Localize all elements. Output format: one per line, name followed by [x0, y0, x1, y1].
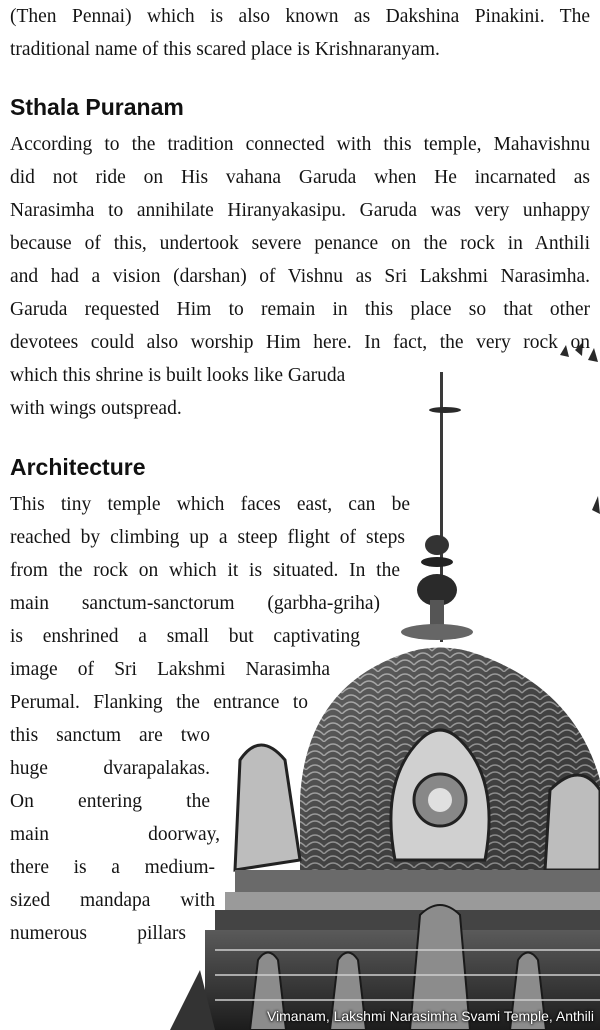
architecture-line: there is a medium- [10, 857, 215, 878]
architecture-line: sized mandapa with [10, 890, 215, 911]
section-heading-architecture: Architecture [10, 454, 146, 480]
sthala-line: and had a vision (darshan) of Vishnu as Sri Lakshmi Narasimha. [10, 266, 590, 287]
sthala-line: with wings outspread. [10, 398, 182, 419]
architecture-line: huge dvarapalakas. [10, 758, 210, 779]
architecture-line: main sanctum-sanctorum (garbha-griha) [10, 593, 380, 614]
architecture-line: is enshrined a small but captivating [10, 626, 360, 647]
section-heading-sthala-puranam: Sthala Puranam [10, 94, 184, 120]
sthala-line: did not ride on His vahana Garuda when He incarnated as [10, 167, 590, 188]
intro-line: (Then Pennai) which is also known as Dakshina Pinakini. The [10, 6, 590, 27]
architecture-line: On entering the [10, 791, 210, 812]
sthala-line: Garuda requested Him to remain in this place so that other [10, 299, 590, 320]
sthala-line: which this shrine is built looks like Garuda [10, 365, 346, 386]
architecture-line: this sanctum are two [10, 725, 210, 746]
sthala-line: Narasimha to annihilate Hiranyakasipu. Garuda was very unhappy [10, 200, 590, 221]
architecture-line: Perumal. Flanking the entrance to [10, 692, 308, 713]
sthala-line: because of this, undertook severe penance on the rock in Anthili [10, 233, 590, 254]
architecture-line: This tiny temple which faces east, can be [10, 494, 410, 515]
architecture-line: numerous pillars [10, 923, 186, 944]
sthala-line: According to the tradition connected with this temple, Mahavishnu [10, 134, 590, 155]
sthala-line: devotees could also worship Him here. In fact, the very rock on [10, 332, 590, 353]
architecture-line: main doorway, [10, 824, 220, 845]
photo-caption: Vimanam, Lakshmi Narasimha Svami Temple, Anthili [266, 1008, 594, 1024]
intro-line: traditional name of this scared place is Krishnaranyam. [10, 39, 440, 60]
architecture-line: image of Sri Lakshmi Narasimha [10, 659, 330, 680]
architecture-line: reached by climbing up a steep flight of steps [10, 527, 405, 548]
architecture-line: from the rock on which it is situated. In the [10, 560, 400, 581]
